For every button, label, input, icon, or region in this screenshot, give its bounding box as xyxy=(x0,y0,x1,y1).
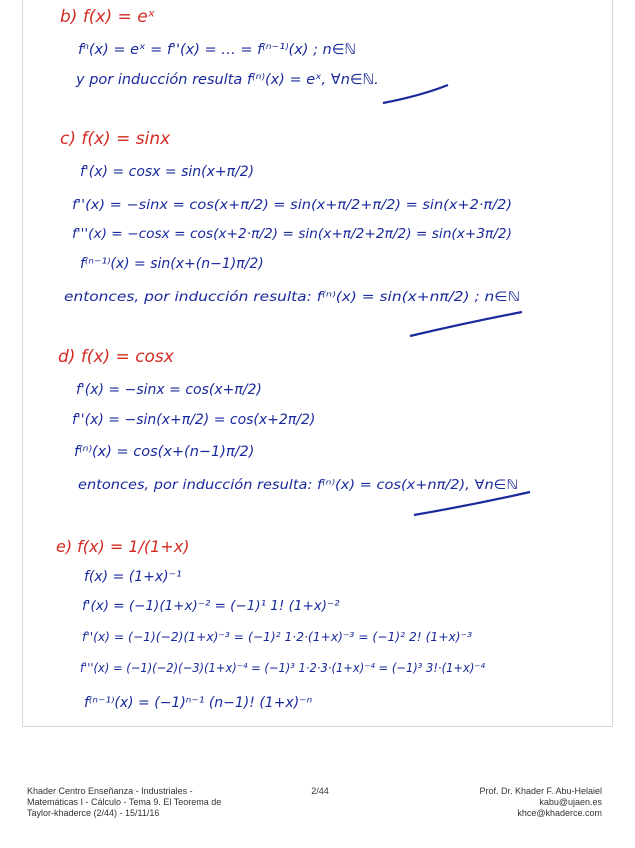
section-e-line-5: f⁽ⁿ⁻¹⁾(x) = (−1)ⁿ⁻¹ (n−1)! (1+x)⁻ⁿ xyxy=(84,695,313,711)
section-c xyxy=(60,129,522,336)
section-e xyxy=(56,537,485,711)
section-c-line-1: f'(x) = cosx = sin(x+π/2) xyxy=(80,164,255,180)
section-e-line-4: f'''(x) = (−1)(−2)(−3)(1+x)⁻⁴ = (−1)³ 1·2·3·(1+x)⁻⁴ = (−1)³ 3!·(1+x)⁻⁴ xyxy=(80,660,485,675)
section-d-heading: d) f(x) = cosx xyxy=(58,347,174,367)
footer-left xyxy=(27,786,267,819)
footer-author: Prof. Dr. Khader F. Abu-Helaiel xyxy=(479,786,602,796)
section-c-underline xyxy=(410,312,522,336)
section-b xyxy=(60,7,448,103)
section-c-line-4: f⁽ⁿ⁻¹⁾(x) = sin(x+(n−1)π/2) xyxy=(80,256,264,272)
section-d xyxy=(58,347,530,515)
footer-left-line-2: Matemáticas I - Cálculo - Tema 9. El Teorema de xyxy=(27,797,222,807)
footer-email-1[interactable]: kabu@ujaen.es xyxy=(539,797,602,807)
footer-email-2[interactable]: khce@khaderce.com xyxy=(517,808,602,818)
section-d-line-3: f⁽ⁿ⁾(x) = cos(x+(n−1)π/2) xyxy=(74,444,255,460)
section-d-underline xyxy=(414,492,530,515)
section-e-line-2: f'(x) = (−1)(1+x)⁻² = (−1)¹ 1! (1+x)⁻² xyxy=(82,598,340,614)
section-c-line-3: f'''(x) = −cosx = cos(x+2·π/2) = sin(x+π/2+2π/2) = sin(x+3π/2) xyxy=(72,227,512,242)
section-e-heading: e) f(x) = 1/(1+x) xyxy=(56,537,190,556)
section-b-heading: b) f(x) = eˣ xyxy=(60,7,156,27)
section-e-line-1: f(x) = (1+x)⁻¹ xyxy=(84,569,182,585)
footer-page-number xyxy=(300,786,340,797)
section-b-line-2: y por inducción resulta f⁽ⁿ⁾(x) = eˣ, ∀n∈ℕ. xyxy=(76,72,379,88)
section-d-line-1: f'(x) = −sinx = cos(x+π/2) xyxy=(76,382,262,398)
section-b-line-1: fⁿ(x) = eˣ = f''(x) = … = f⁽ⁿ⁻¹⁾(x) ; n∈ℕ xyxy=(78,42,356,58)
section-d-line-4: entonces, por inducción resulta: f⁽ⁿ⁾(x) = cos(x+nπ/2), ∀n∈ℕ xyxy=(78,478,477,493)
section-c-line-2: f''(x) = −sinx = cos(x+π/2) = sin(x+π/2+π/2) = sin(x+2·π/2) xyxy=(72,198,512,213)
page-number: 2/44 xyxy=(311,786,329,796)
page-footer xyxy=(0,786,635,826)
footer-left-line-3: Taylor-khaderce (2/44) - 15/11/16 xyxy=(27,808,160,818)
section-e-line-3: f''(x) = (−1)(−2)(1+x)⁻³ = (−1)² 1·2·(1+x)⁻³ = (−1)² 2! (1+x)⁻³ xyxy=(82,629,472,644)
section-c-heading: c) f(x) = sinx xyxy=(60,129,171,149)
section-d-line-2: f''(x) = −sin(x+π/2) = cos(x+2π/2) xyxy=(72,412,316,428)
section-b-underline xyxy=(383,85,448,103)
footer-left-line-1: Khader Centro Enseñanza - Industriales - xyxy=(27,786,193,796)
section-c-line-5: entonces, por inducción resulta: f⁽ⁿ⁾(x) = sin(x+nπ/2) ; n∈ℕ xyxy=(64,290,455,305)
footer-right xyxy=(402,786,602,819)
